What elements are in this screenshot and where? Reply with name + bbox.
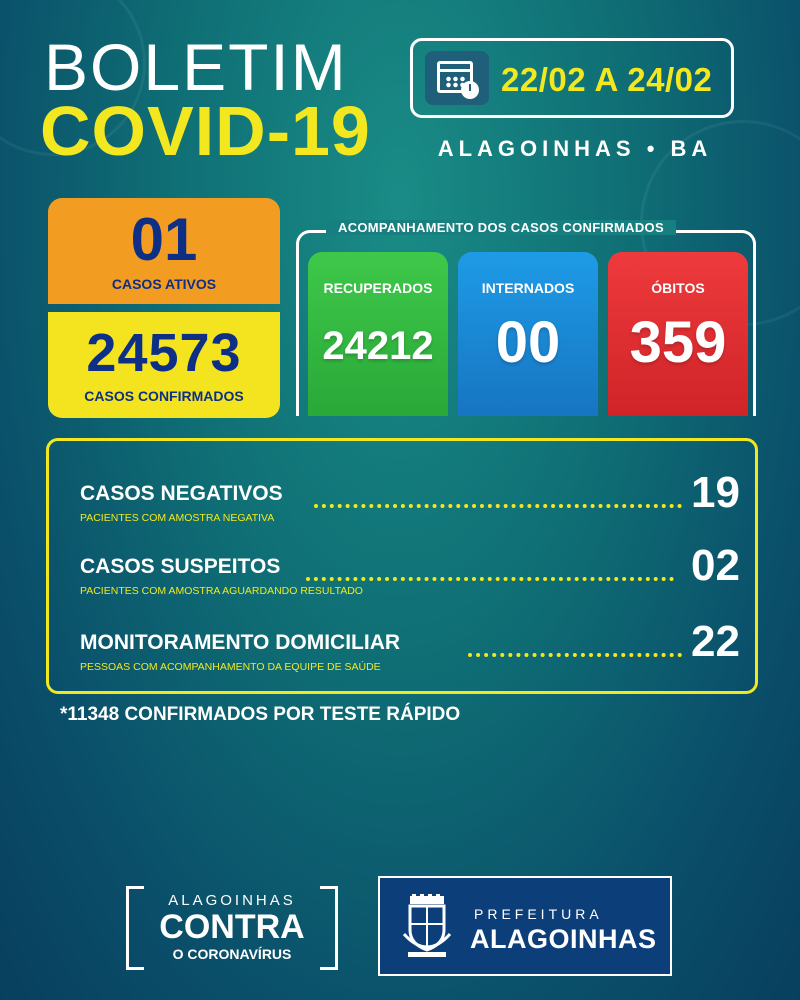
rapid-test-footnote: *11348 CONFIRMADOS POR TESTE RÁPIDO — [60, 704, 461, 725]
confirmed-cases-label: CASOS CONFIRMADOS — [84, 388, 244, 404]
active-cases-card — [48, 198, 280, 304]
tracking-panel-title: ACOMPANHAMENTO DOS CASOS CONFIRMADOS — [326, 220, 676, 235]
stat-subtitle: PACIENTES COM AMOSTRA NEGATIVA — [80, 512, 275, 524]
deaths-value: 359 — [629, 310, 727, 375]
dotted-leader — [314, 504, 682, 508]
dotted-leader — [468, 653, 682, 657]
confirmed-cases-card — [48, 312, 280, 418]
stat-subtitle: PESSOAS COM ACOMPANHAMENTO DA EQUIPE DE SAÚDE — [80, 661, 381, 673]
city-hall-line-2: ALAGOINHAS — [470, 924, 657, 954]
location-label: ALAGOINHAS • BA — [437, 136, 713, 161]
city-hall-line-1: PREFEITURA — [474, 906, 603, 922]
stat-title: CASOS SUSPEITOS — [80, 555, 281, 578]
active-cases-value: 01 — [130, 206, 198, 273]
stat-value: 19 — [691, 468, 740, 517]
city-crest-icon — [402, 894, 452, 958]
campaign-logo — [126, 886, 338, 970]
stat-row-suspected — [80, 541, 740, 605]
covid-title: COVID-19 — [40, 92, 371, 170]
stat-value: 02 — [691, 541, 740, 590]
stat-title: MONITORAMENTO DOMICILIAR — [80, 631, 401, 654]
campaign-line-1: ALAGOINHAS — [168, 892, 296, 909]
stat-value: 22 — [691, 617, 740, 666]
hospitalized-value: 00 — [495, 310, 561, 375]
date-range-box — [410, 38, 734, 118]
deaths-card — [608, 252, 748, 416]
recovered-label: RECUPERADOS — [323, 280, 433, 296]
recovered-card — [308, 252, 448, 416]
deaths-label: ÓBITOS — [651, 280, 705, 296]
stat-row-negative — [80, 468, 740, 532]
bulletin-title: BOLETIM — [44, 30, 348, 104]
campaign-line-3: O CORONAVÍRUS — [172, 946, 292, 962]
stat-title: CASOS NEGATIVOS — [80, 482, 283, 505]
hospitalized-label: INTERNADOS — [481, 280, 575, 296]
calendar-clock-icon — [425, 51, 489, 105]
stat-subtitle: PACIENTES COM AMOSTRA AGUARDANDO RESULTADO — [80, 585, 363, 597]
recovered-value: 24212 — [322, 324, 434, 368]
dotted-leader — [306, 577, 674, 581]
campaign-line-2: CONTRA — [159, 908, 305, 946]
date-range: 22/02 A 24/02 — [501, 61, 713, 98]
hospitalized-card — [458, 252, 598, 416]
stat-row-home-monitoring — [80, 617, 740, 681]
confirmed-cases-value: 24573 — [86, 323, 242, 383]
active-cases-label: CASOS ATIVOS — [111, 276, 217, 292]
city-hall-logo — [378, 876, 672, 976]
